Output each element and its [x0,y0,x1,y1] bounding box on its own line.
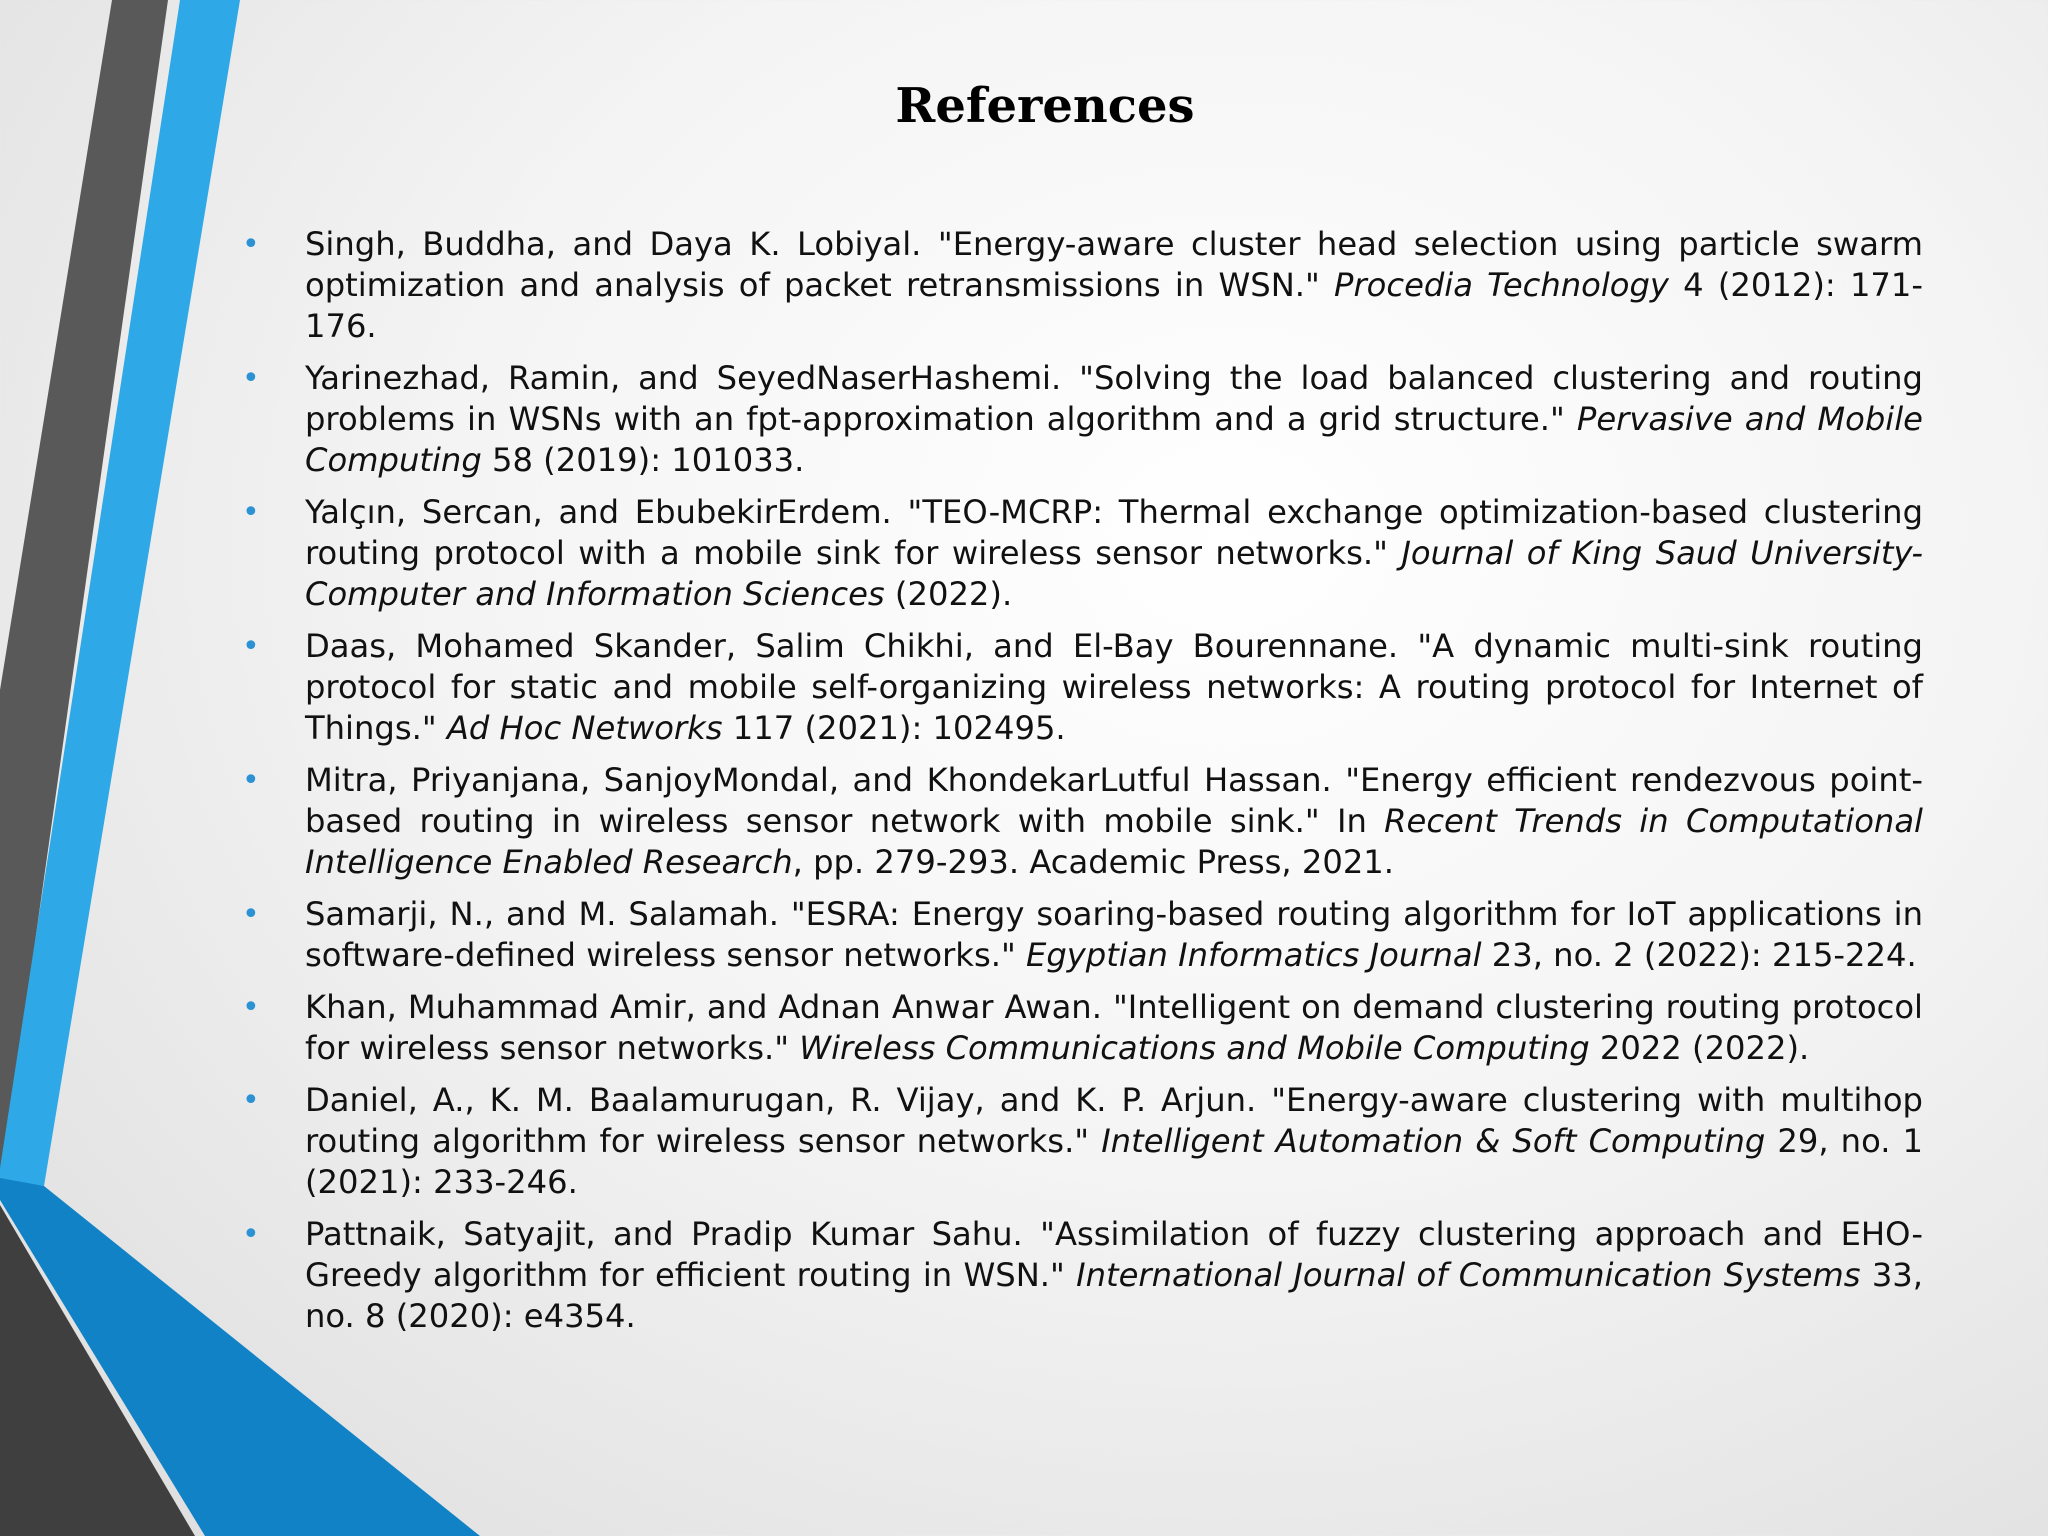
reference-details: 117 (2021): 102495. [722,709,1066,747]
bullet-icon: • [242,763,260,798]
reference-list [242,224,1923,1348]
reference-text: Khan, Muhammad Amir, and Adnan Anwar Awan. "Intelligent on demand clustering routing protocol for wireless sensor networks." [305,988,1923,1067]
reference-details: 4 (2012): 171-176. [305,266,1923,345]
reference-journal: Ad Hoc Networks [446,709,723,747]
reference-item [242,894,1923,976]
reference-item [242,626,1923,749]
bullet-icon: • [242,361,260,396]
bullet-icon: • [242,990,260,1025]
reference-text: Pattnaik, Satyajit, and Pradip Kumar Sahu. "Assimilation of fuzzy clustering approach and EHO-Greedy algorithm for efficient routing in WSN." [305,1215,1923,1294]
bullet-icon: • [242,227,260,262]
reference-item [242,358,1923,481]
bullet-icon: • [242,495,260,530]
reference-text: Yalçın, Sercan, and EbubekirErdem. "TEO-MCRP: Thermal exchange optimization-based clustering routing protocol with a mobile sink for wireless sensor networks." [305,493,1923,572]
reference-details: 23, no. 2 (2022): 215-224. [1481,936,1917,974]
reference-item [242,1214,1923,1337]
reference-text: Yarinezhad, Ramin, and SeyedNaserHashemi. "Solving the load balanced clustering and routing problems in WSNs with an fpt-approximation algorithm and a grid structure." [305,359,1923,438]
reference-journal: Wireless Communications and Mobile Computing [799,1029,1590,1067]
bullet-icon: • [242,1217,260,1252]
reference-details: 29, no. 1 (2021): 233-246. [305,1122,1923,1201]
reference-text: Samarji, N., and M. Salamah. "ESRA: Energy soaring-based routing algorithm for IoT applications in software-defined wireless sensor networks." [305,895,1923,974]
reference-details: 33, no. 8 (2020): e4354. [305,1256,1924,1335]
reference-item [242,987,1923,1069]
page-title: References [895,78,1195,134]
reference-journal: Procedia Technology [1334,266,1669,304]
reference-text: Mitra, Priyanjana, SanjoyMondal, and KhondekarLutful Hassan. "Energy efficient rendezvous point-based routing in wireless sensor network with mobile sink." In [305,761,1923,840]
bullet-icon: • [242,897,260,932]
reference-item [242,492,1923,615]
reference-item [242,1080,1923,1203]
reference-text: Daniel, A., K. M. Baalamurugan, R. Vijay, and K. P. Arjun. "Energy-aware clustering with multihop routing algorithm for wireless sensor networks." [305,1081,1923,1160]
reference-text: Singh, Buddha, and Daya K. Lobiyal. "Energy-aware cluster head selection using particle swarm optimization and analysis of packet retransmissions in WSN." [305,225,1923,304]
reference-item [242,760,1923,883]
reference-item [242,224,1923,347]
reference-journal: Recent Trends in Computational Intelligence Enabled Research [305,802,1923,881]
reference-details: 58 (2019): 101033. [481,441,805,479]
reference-details: (2022). [884,575,1013,613]
reference-journal: Egyptian Informatics Journal [1025,936,1482,974]
reference-details: 2022 (2022). [1589,1029,1810,1067]
bullet-icon: • [242,1083,260,1118]
reference-journal: Pervasive and Mobile Computing [305,400,1923,479]
reference-journal: Journal of King Saud University-Computer and Information Sciences [305,534,1923,613]
reference-details: , pp. 279-293. Academic Press, 2021. [792,843,1395,881]
reference-text: Daas, Mohamed Skander, Salim Chikhi, and El-Bay Bourennane. "A dynamic multi-sink routing protocol for static and mobile self-organizing wireless networks: A routing protocol for Internet of Things." [305,627,1923,747]
reference-journal: Intelligent Automation & Soft Computing [1101,1122,1766,1160]
reference-journal: International Journal of Communication Systems [1076,1256,1861,1294]
bullet-icon: • [242,629,260,664]
